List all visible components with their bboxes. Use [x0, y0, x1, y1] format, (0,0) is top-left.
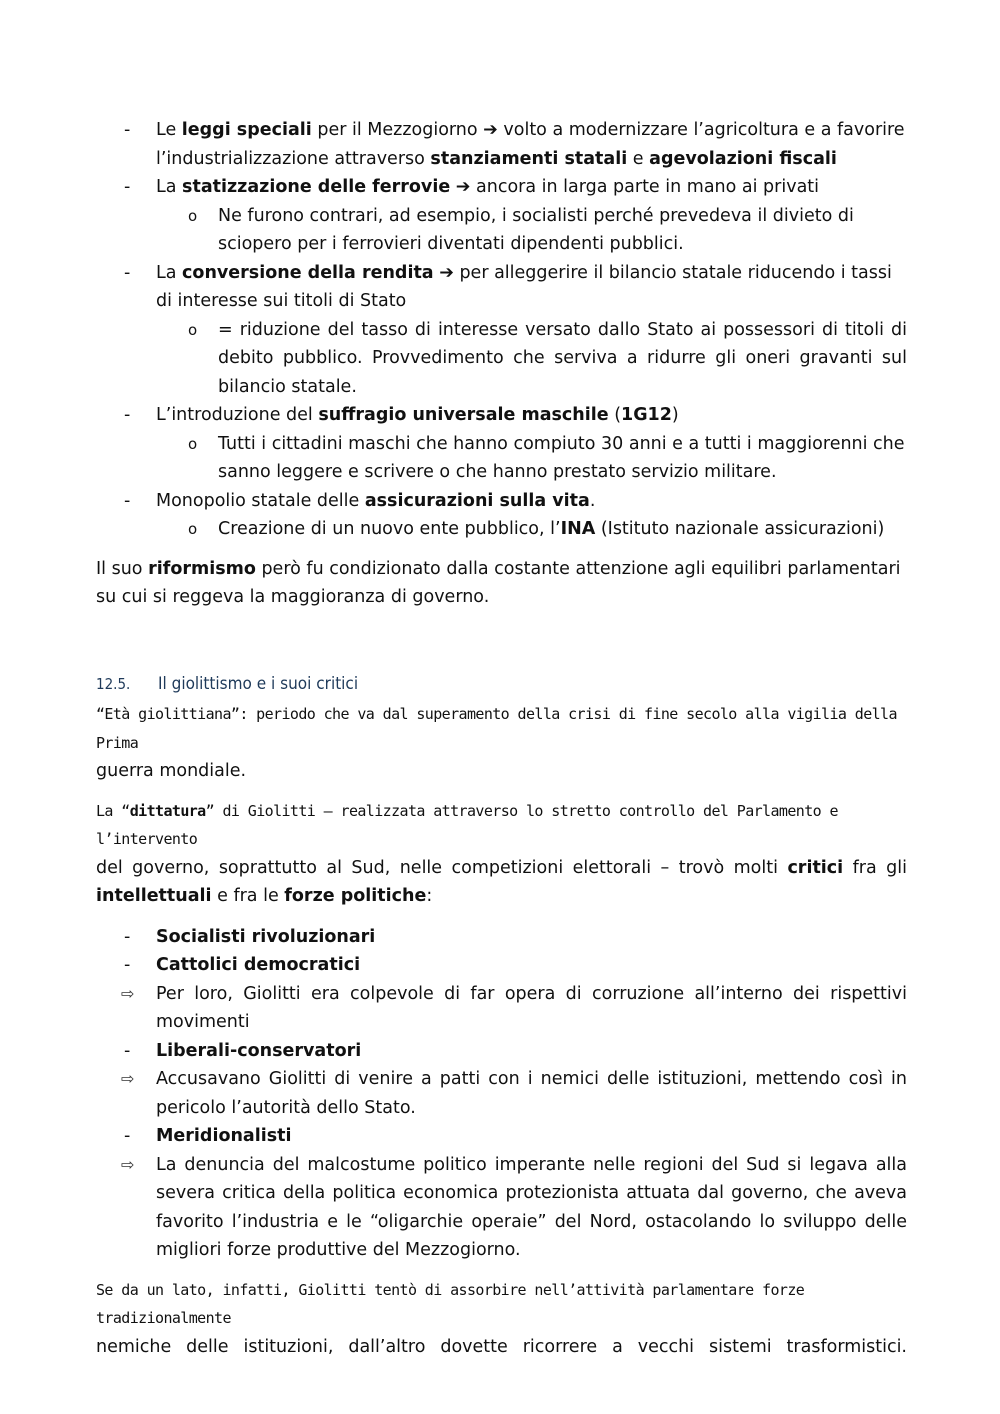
section-heading [96, 670, 907, 699]
dash-bullet: - [124, 120, 131, 140]
dash-bullet: - [124, 1040, 131, 1061]
critic-note: ⇨ Accusavano Giolitti di venire a patti con i nemici delle istituzioni, mettendo così in pericolo l’autorità dello Stato. [96, 1065, 907, 1122]
hollow-arrow-icon: ⇨ [121, 1154, 135, 1174]
list-item: - La conversione della rendita ➔ per alleggerire il bilancio statale riducendo i tassi di interesse sui titoli di Stato [96, 259, 907, 316]
sub-list-item: o Tutti i cittadini maschi che hanno compiuto 30 anni e a tutti i maggiorenni che sanno leggere e scrivere o che hanno prestato servizio militare. [96, 430, 907, 487]
sub-list-item: o = riduzione del tasso di interesse versato dallo Stato ai possessori di titoli di debito pubblico. Provvedimento che serviva a ridurre gli oneri gravanti sul bilancio statale. [96, 316, 907, 402]
list-item: - Monopolio statale delle assicurazioni sulla vita. [96, 487, 907, 516]
critic-item: - Meridionalisti [96, 1122, 907, 1151]
critic-item: - Cattolici democratici [96, 951, 907, 980]
critic-item: - Socialisti rivoluzionari [96, 923, 907, 952]
dash-bullet: - [124, 177, 131, 197]
dash-bullet: - [124, 955, 131, 975]
paragraph-dittatura: La “dittatura” di Giolitti – realizzata attraverso lo stretto controllo del Parlamento e l’intervento del governo, soprattutto al Sud, nelle competizioni elettorali – trovò molti critici fra gli intellettuali e fra le forze politiche: [96, 801, 907, 906]
critic-item: - Liberali-conservatori [96, 1037, 907, 1066]
section-number: 12.5. [96, 674, 131, 693]
sub-list-item: o Creazione di un nuovo ente pubblico, l’INA (Istituto nazionale assicurazioni) [96, 515, 907, 544]
dash-bullet: - [124, 262, 131, 283]
list-item: - Le leggi speciali per il Mezzogiorno ➔ volto a modernizzare l’agricoltura e a favorire l’industrializzazione attraverso stanziamenti statali e agevolazioni fiscali [96, 116, 907, 173]
right-arrow-icon: ➔ [439, 262, 454, 283]
paragraph-riformismo: Il suo riformismo però fu condizionato dalla costante attenzione agli equilibri parlamentari su cui si reggeva la maggioranza di governo. [96, 558, 901, 607]
hollow-arrow-icon: ⇨ [121, 983, 135, 1003]
circle-bullet: o [188, 434, 198, 453]
circle-bullet: o [188, 206, 198, 225]
section-title: Il giolittismo e i suoi critici [158, 673, 359, 694]
dash-bullet: - [124, 490, 131, 511]
critic-note: ⇨ La denuncia del malcostume politico imperante nelle regioni del Sud si legava alla severa critica della politica economica protezionista attuata dal governo, che aveva favorito l’industria e le “oligarchie operaie” del Nord, ostacolando lo sviluppo delle migliori forze produttive del Mezzogiorno. [96, 1151, 907, 1265]
dash-bullet: - [124, 1126, 131, 1146]
hollow-arrow-icon: ⇨ [121, 1069, 135, 1088]
paragraph-eta-giolittiana: “Età giolittiana”: periodo che va dal superamento della crisi di fine secolo alla vigilia della Prima guerra mondiale. [96, 705, 897, 781]
list-item: - L’introduzione del suffragio universale maschile (1G12) [96, 401, 907, 430]
paragraph-trasformismo: Se da un lato, infatti, Giolitti tentò di assorbire nell’attività parlamentare forze tradizionalmente nemiche delle istituzioni, dall’altro dovette ricorrere a vecchi sistemi trasformistici. [96, 1280, 907, 1357]
document-body [96, 116, 907, 1361]
critic-note: ⇨ Per loro, Giolitti era colpevole di far opera di corruzione all’interno dei rispettivi movimenti [96, 980, 907, 1037]
sub-list-item: o Ne furono contrari, ad esempio, i socialisti perché prevedeva il divieto di sciopero per i ferrovieri diventati dipendenti pubblici. [96, 202, 907, 259]
right-arrow-icon: ➔ [455, 177, 471, 197]
list-item: - La statizzazione delle ferrovie ➔ ancora in larga parte in mano ai privati [96, 173, 907, 202]
dash-bullet: - [124, 405, 131, 425]
circle-bullet: o [188, 320, 198, 339]
circle-bullet: o [188, 520, 198, 538]
dash-bullet: - [124, 926, 131, 947]
right-arrow-icon: ➔ [483, 120, 498, 140]
